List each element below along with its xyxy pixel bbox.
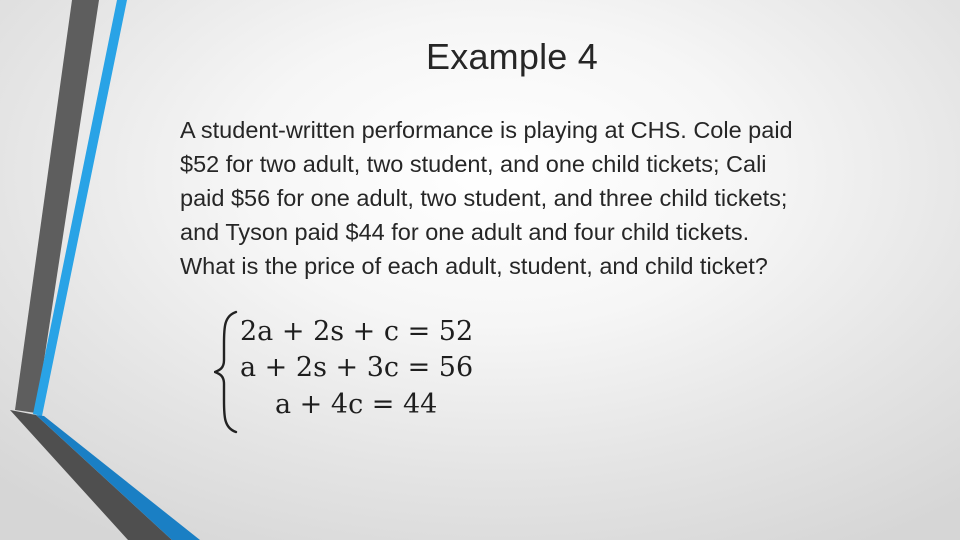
- slide-title: Example 4: [426, 36, 598, 77]
- side-decoration: [0, 0, 200, 540]
- problem-line: $52 for two adult, two student, and one child tickets; Cali: [180, 151, 767, 177]
- equation-2: a + 2s + 3c = 56: [240, 352, 474, 383]
- equation-1: 2a + 2s + c = 52: [240, 316, 474, 347]
- problem-line: and Tyson paid $44 for one adult and four child tickets.: [180, 219, 750, 245]
- equation-system: [214, 310, 504, 438]
- left-brace: [214, 310, 240, 434]
- dark-corner-shape: [10, 410, 172, 540]
- problem-line: paid $56 for one adult, two student, and three child tickets;: [180, 185, 788, 211]
- problem-text: [180, 113, 880, 283]
- equation-3: a + 4c = 44: [275, 389, 438, 420]
- problem-line: A student-written performance is playing at CHS. Cole paid: [180, 117, 793, 143]
- problem-line: What is the price of each adult, student, and child ticket?: [180, 253, 768, 279]
